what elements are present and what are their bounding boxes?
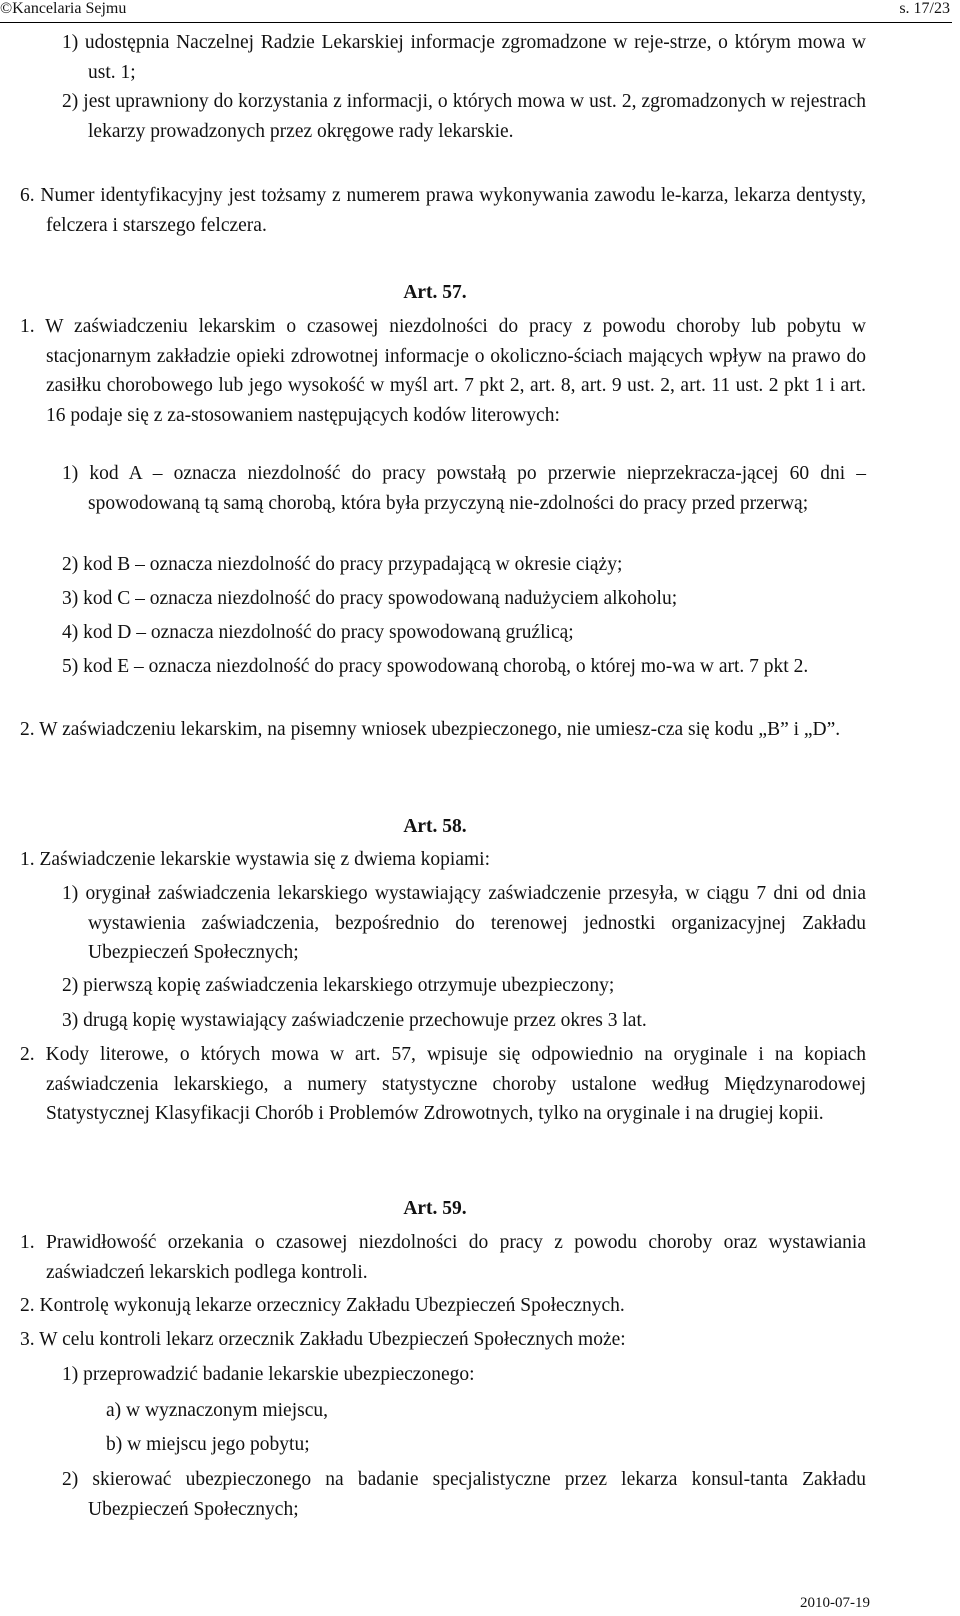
list-item: 3) drugą kopię wystawiający zaświadczenie przechowuje przez okres 3 lat. — [62, 1010, 647, 1031]
list-item: 2) jest uprawniony do korzystania z informacji, o których mowa w ust. 2, zgromadzonych w rejestrach lekarzy prowadzonych przez okręgowe rady lekarskie. — [62, 91, 866, 142]
list-item: 1) oryginał zaświadczenia lekarskiego wystawiający zaświadczenie przesyła, w ciągu 7 dni od dnia wystawienia zaświadczenia, bezpośrednio do terenowej jednostki organizacyjnej Zakładu Ubezpieczeń Społecznych; — [62, 883, 866, 963]
article-heading: Art. 59. — [403, 1198, 467, 1219]
page-header — [0, 0, 960, 22]
sub-list-item: a) w wyznaczonym miejscu, — [106, 1400, 329, 1421]
list-item: 1) kod A – oznacza niezdolność do pracy powstałą po przerwie nieprzekracza-jącej 60 dni – spowodowaną tą samą chorobą, która była przyczyną nie-zdolności do pracy przed przerwą; — [62, 463, 866, 514]
header-divider — [0, 22, 952, 23]
article-heading: Art. 57. — [403, 282, 467, 303]
paragraph: 1. Zaświadczenie lekarskie wystawia się z dwiema kopiami: — [20, 849, 490, 870]
list-item: 5) kod E – oznacza niezdolność do pracy spowodowaną chorobą, o której mo-wa w art. 7 pkt 2. — [62, 656, 809, 677]
paragraph: 6. Numer identyfikacyjny jest tożsamy z numerem prawa wykonywania zawodu le-karza, lekarza dentysty, felczera i starszego felczera. — [20, 185, 866, 236]
paragraph: 2. Kody literowe, o których mowa w art. 57, wpisuje się odpowiednio na oryginale i na kopiach zaświadczenia lekarskiego, a numery statystyczne choroby ustalone według Międzynarodowej Statystycznej Klasyfikacji Chorób i Problemów Zdrowotnych, tylko na oryginale i na drugiej kopii. — [20, 1044, 866, 1124]
paragraph: 1. W zaświadczeniu lekarskim o czasowej niezdolności do pracy z powodu choroby lub pobytu w stacjonarnym zakładzie opieki zdrowotnej informacje o okoliczno-ściach mających wpływ na prawo do zasiłku chorobowego lub jego wysokość w myśl art. 7 pkt 2, art. 8, art. 9 ust. 2, art. 11 ust. 2 pkt 1 i art. 16 podaje się z za-stosowaniem następujących kodów literowych: — [20, 316, 866, 426]
footer-date: 2010-07-19 — [800, 1595, 870, 1611]
paragraph: 3. W celu kontroli lekarz orzecznik Zakładu Ubezpieczeń Społecznych może: — [20, 1329, 626, 1350]
list-item: 4) kod D – oznacza niezdolność do pracy spowodowaną gruźlicą; — [62, 622, 574, 643]
header-source: ©Kancelaria Sejmu — [0, 0, 127, 17]
list-item: 3) kod C – oznacza niezdolność do pracy spowodowaną nadużyciem alkoholu; — [62, 588, 678, 609]
paragraph: 1. Prawidłowość orzekania o czasowej niezdolności do pracy z powodu choroby oraz wystawiania zaświadczeń lekarskich podlega kontroli. — [20, 1232, 866, 1283]
paragraph: 2. Kontrolę wykonują lekarze orzecznicy Zakładu Ubezpieczeń Społecznych. — [20, 1295, 625, 1316]
list-item: 2) pierwszą kopię zaświadczenia lekarskiego otrzymuje ubezpieczony; — [62, 975, 615, 996]
paragraph: 2. W zaświadczeniu lekarskim, na pisemny wniosek ubezpieczonego, nie umiesz-cza się kodu „B” i „D”. — [20, 719, 841, 740]
header-page-number: s. 17/23 — [899, 0, 950, 17]
list-item: 2) skierować ubezpieczonego na badanie specjalistyczne przez lekarza konsul-tanta Zakładu Ubezpieczeń Społecznych; — [62, 1469, 866, 1520]
article-heading: Art. 58. — [403, 816, 467, 837]
sub-list-item: b) w miejscu jego pobytu; — [106, 1434, 310, 1455]
list-item: 1) udostępnia Naczelnej Radzie Lekarskiej informacje zgromadzone w reje-strze, o którym mowa w ust. 1; — [62, 32, 866, 83]
list-item: 2) kod B – oznacza niezdolność do pracy przypadającą w okresie ciąży; — [62, 554, 623, 575]
list-item: 1) przeprowadzić badanie lekarskie ubezpieczonego: — [62, 1364, 475, 1385]
